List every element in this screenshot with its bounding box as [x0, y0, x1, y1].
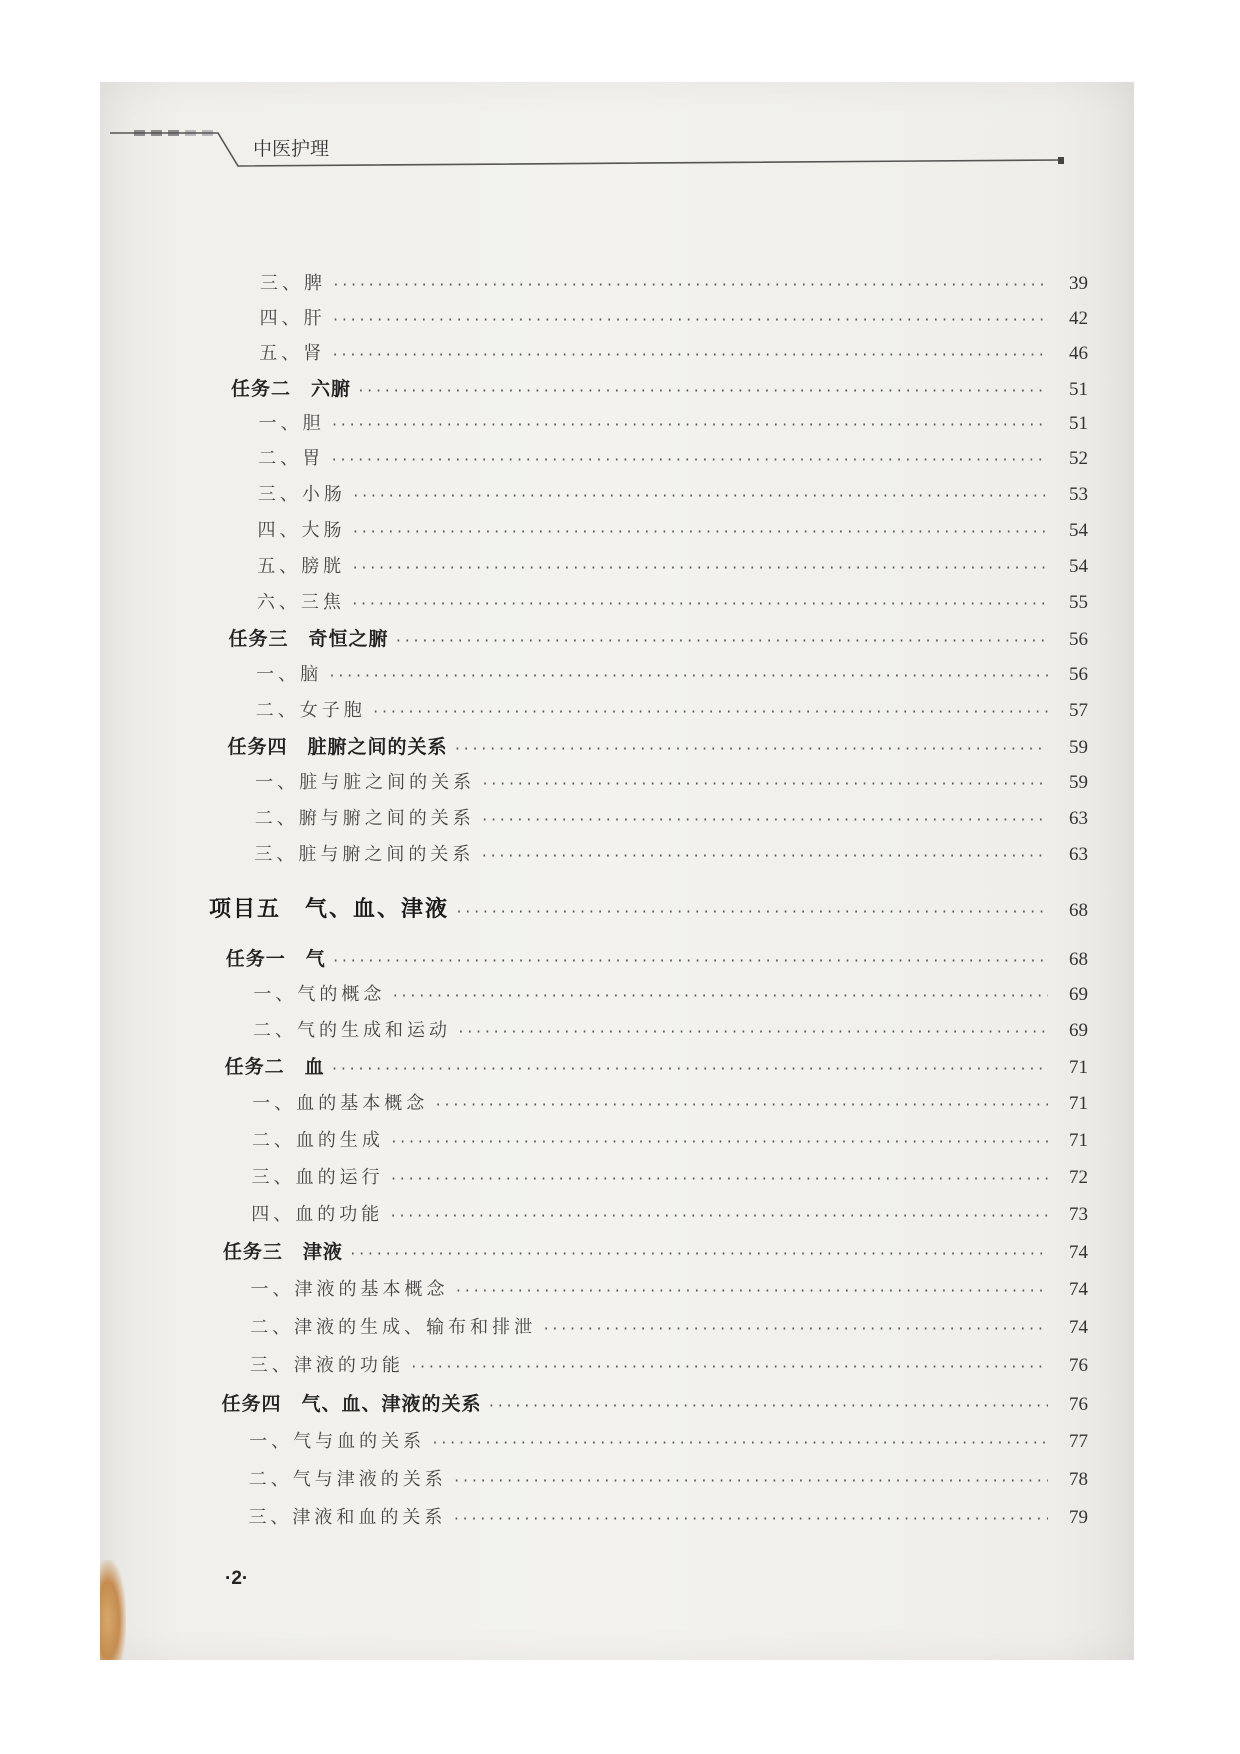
dot-leader: [328, 669, 1048, 684]
dot-leader: [351, 597, 1048, 612]
toc-entry-title: 任务二 六腑: [230, 378, 351, 400]
toc-entry-title: 三、脾: [260, 273, 326, 294]
toc-subsection-entry: [260, 269, 1088, 295]
toc-entry-title: 任务二 血: [224, 1056, 325, 1078]
toc-entry-title: 五、肾: [259, 343, 326, 364]
toc-entry-page: 59: [1068, 737, 1088, 758]
toc-entry-page: 77: [1068, 1431, 1088, 1452]
dot-leader: [352, 525, 1048, 540]
toc-task-entry: [225, 1052, 1088, 1079]
toc-entry-page: 59: [1068, 772, 1088, 793]
toc-entry-title: 一、胆: [258, 413, 325, 434]
toc-task-entry: [226, 944, 1088, 971]
book-title: 中医护理: [253, 138, 330, 160]
toc-entry-page: 46: [1068, 343, 1088, 364]
dot-leader: [391, 989, 1048, 1004]
toc-entry-page: 68: [1068, 949, 1088, 970]
toc-entry-title: 任务一 气: [225, 948, 326, 970]
dot-leader: [372, 705, 1048, 720]
dot-leader: [331, 1062, 1048, 1077]
toc-entry-page: 71: [1068, 1057, 1088, 1078]
page-number: ·2·: [225, 1568, 249, 1589]
toc-entry-page: 51: [1068, 413, 1088, 434]
toc-subsection-entry: [258, 444, 1088, 470]
toc-entry-page: 69: [1069, 1020, 1088, 1041]
dot-leader: [390, 1135, 1048, 1150]
toc-entry-title: 一、血的基本概念: [252, 1093, 429, 1114]
dot-leader: [389, 1209, 1048, 1224]
toc-subsection-entry: [252, 1126, 1088, 1152]
dot-leader: [434, 1098, 1048, 1113]
dot-leader: [357, 384, 1048, 399]
toc-entry-page: 63: [1069, 808, 1088, 829]
toc-entry-title: 二、气与津液的关系: [248, 1469, 447, 1490]
dot-leader: [331, 348, 1048, 363]
toc-entry-page: 68: [1068, 900, 1088, 921]
header-rule: [100, 82, 1134, 182]
toc-entry-page: 69: [1068, 984, 1088, 1005]
toc-entry-page: 78: [1068, 1469, 1088, 1490]
toc-entry-title: 三、津液的功能: [249, 1355, 404, 1376]
dot-leader: [332, 278, 1048, 293]
toc-entry-title: 项目五 气、血、津液: [209, 896, 450, 922]
dot-leader: [453, 1474, 1048, 1489]
toc-project-entry: [209, 892, 1088, 923]
toc-entry-title: 一、气与血的关系: [249, 1431, 426, 1452]
toc-entry-title: 任务三 奇恒之腑: [228, 628, 389, 650]
dot-leader: [395, 634, 1048, 649]
toc-entry-title: 二、血的生成: [251, 1130, 384, 1151]
toc-entry-title: 二、津液的生成、输布和排泄: [250, 1317, 537, 1338]
toc-entry-page: 54: [1068, 520, 1088, 541]
book-page: [100, 82, 1134, 1660]
toc-entry-title: 任务三 津液: [222, 1241, 343, 1263]
toc-subsection-entry: [258, 480, 1088, 506]
dot-leader: [390, 1172, 1048, 1187]
toc-entry-page: 56: [1068, 664, 1088, 685]
toc-entry-title: 六、三焦: [256, 592, 345, 613]
toc-entry-page: 56: [1069, 629, 1088, 650]
toc-entry-title: 三、脏与腑之间的关系: [254, 844, 475, 865]
toc-entry-title: 二、胃: [258, 448, 325, 469]
toc-entry-page: 74: [1068, 1317, 1088, 1338]
toc-entry-title: 三、血的运行: [251, 1167, 384, 1188]
dot-leader: [481, 813, 1048, 828]
toc-entry-page: 54: [1068, 556, 1088, 577]
toc-entry-page: 42: [1068, 308, 1088, 329]
toc-task-entry: [229, 624, 1089, 651]
toc-entry-title: 一、脏与脏之间的关系: [255, 772, 476, 793]
toc-entry-title: 二、气的生成和运动: [253, 1020, 451, 1041]
toc-entry-title: 任务四 脏腑之间的关系: [227, 736, 448, 758]
dot-leader: [452, 1512, 1048, 1527]
toc-entry-title: 三、津液和血的关系: [248, 1507, 447, 1528]
toc-entry-page: 63: [1068, 844, 1088, 865]
toc-subsection-entry: [249, 1465, 1088, 1491]
dot-leader: [480, 849, 1048, 864]
toc-subsection-entry: [248, 1503, 1088, 1529]
toc-entry-title: 四、大肠: [257, 520, 346, 541]
toc-task-entry: [227, 732, 1088, 759]
toc-entry-page: 79: [1068, 1507, 1088, 1528]
toc-entry-title: 一、脑: [256, 664, 323, 685]
toc-entry-page: 73: [1069, 1204, 1088, 1225]
toc-entry-page: 74: [1068, 1279, 1088, 1300]
toc-subsection-entry: [258, 516, 1088, 542]
toc-task-entry: [231, 374, 1088, 401]
dot-leader: [352, 489, 1048, 504]
dot-leader: [542, 1322, 1048, 1337]
dot-leader: [351, 561, 1048, 576]
toc-subsection-entry: [259, 339, 1088, 365]
dot-leader: [332, 313, 1048, 328]
toc-entry-page: 71: [1068, 1093, 1088, 1114]
dot-leader: [455, 1284, 1048, 1299]
toc-entry-title: 一、津液的基本概念: [250, 1279, 449, 1300]
toc-subsection-entry: [254, 840, 1088, 866]
toc-entry-title: 任务四 气、血、津液的关系: [221, 1393, 482, 1415]
toc-entry-title: 三、小肠: [257, 484, 346, 505]
toc-subsection-entry: [252, 1163, 1088, 1189]
toc-subsection-entry: [253, 1016, 1088, 1042]
finger-shadow: [100, 1560, 126, 1660]
toc-entry-page: 51: [1068, 379, 1088, 400]
toc-subsection-entry: [249, 1427, 1088, 1453]
toc-subsection-entry: [253, 980, 1088, 1006]
toc-entry-title: 二、腑与腑之间的关系: [254, 808, 475, 829]
toc-subsection-entry: [255, 804, 1088, 830]
toc-subsection-entry: [257, 588, 1088, 614]
toc-entry-page: 55: [1068, 592, 1088, 613]
dot-leader: [453, 742, 1048, 757]
toc-subsection-entry: [255, 768, 1088, 794]
dot-leader: [431, 1436, 1048, 1451]
toc-entry-title: 四、血的功能: [251, 1204, 384, 1225]
dot-leader: [488, 1399, 1048, 1414]
toc-subsection-entry: [251, 1200, 1088, 1226]
toc-entry-title: 二、女子胞: [255, 700, 366, 721]
dot-leader: [455, 905, 1048, 920]
toc-entry-page: 53: [1068, 484, 1088, 505]
dot-leader: [330, 453, 1048, 468]
toc-subsection-entry: [260, 304, 1088, 330]
toc-entry-title: 一、气的概念: [253, 984, 386, 1005]
toc-subsection-entry: [256, 660, 1088, 686]
toc-entry-page: 76: [1069, 1394, 1088, 1415]
toc-subsection-entry: [251, 1275, 1088, 1301]
toc-entry-page: 39: [1069, 273, 1088, 294]
toc-subsection-entry: [250, 1351, 1088, 1377]
toc-task-entry: [223, 1237, 1088, 1264]
toc-subsection-entry: [250, 1313, 1088, 1339]
toc-entry-title: 五、膀胱: [257, 556, 346, 577]
toc-entry-page: 74: [1068, 1242, 1088, 1263]
toc-entry-page: 76: [1068, 1355, 1088, 1376]
toc-subsection-entry: [252, 1089, 1088, 1115]
toc-entry-page: 72: [1068, 1167, 1088, 1188]
dot-leader: [331, 418, 1048, 433]
toc-subsection-entry: [257, 552, 1088, 578]
dot-leader: [349, 1247, 1048, 1262]
running-header: [100, 82, 1134, 182]
toc-entry-title: 四、肝: [259, 308, 326, 329]
toc-subsection-entry: [259, 409, 1088, 435]
toc-subsection-entry: [256, 696, 1088, 722]
toc-task-entry: [222, 1389, 1089, 1416]
dot-leader: [457, 1025, 1048, 1040]
dot-leader: [410, 1360, 1048, 1375]
toc-entry-page: 57: [1068, 700, 1088, 721]
toc-entry-page: 71: [1068, 1130, 1088, 1151]
toc-entry-page: 52: [1069, 448, 1088, 469]
dot-leader: [481, 777, 1048, 792]
dot-leader: [332, 954, 1048, 969]
